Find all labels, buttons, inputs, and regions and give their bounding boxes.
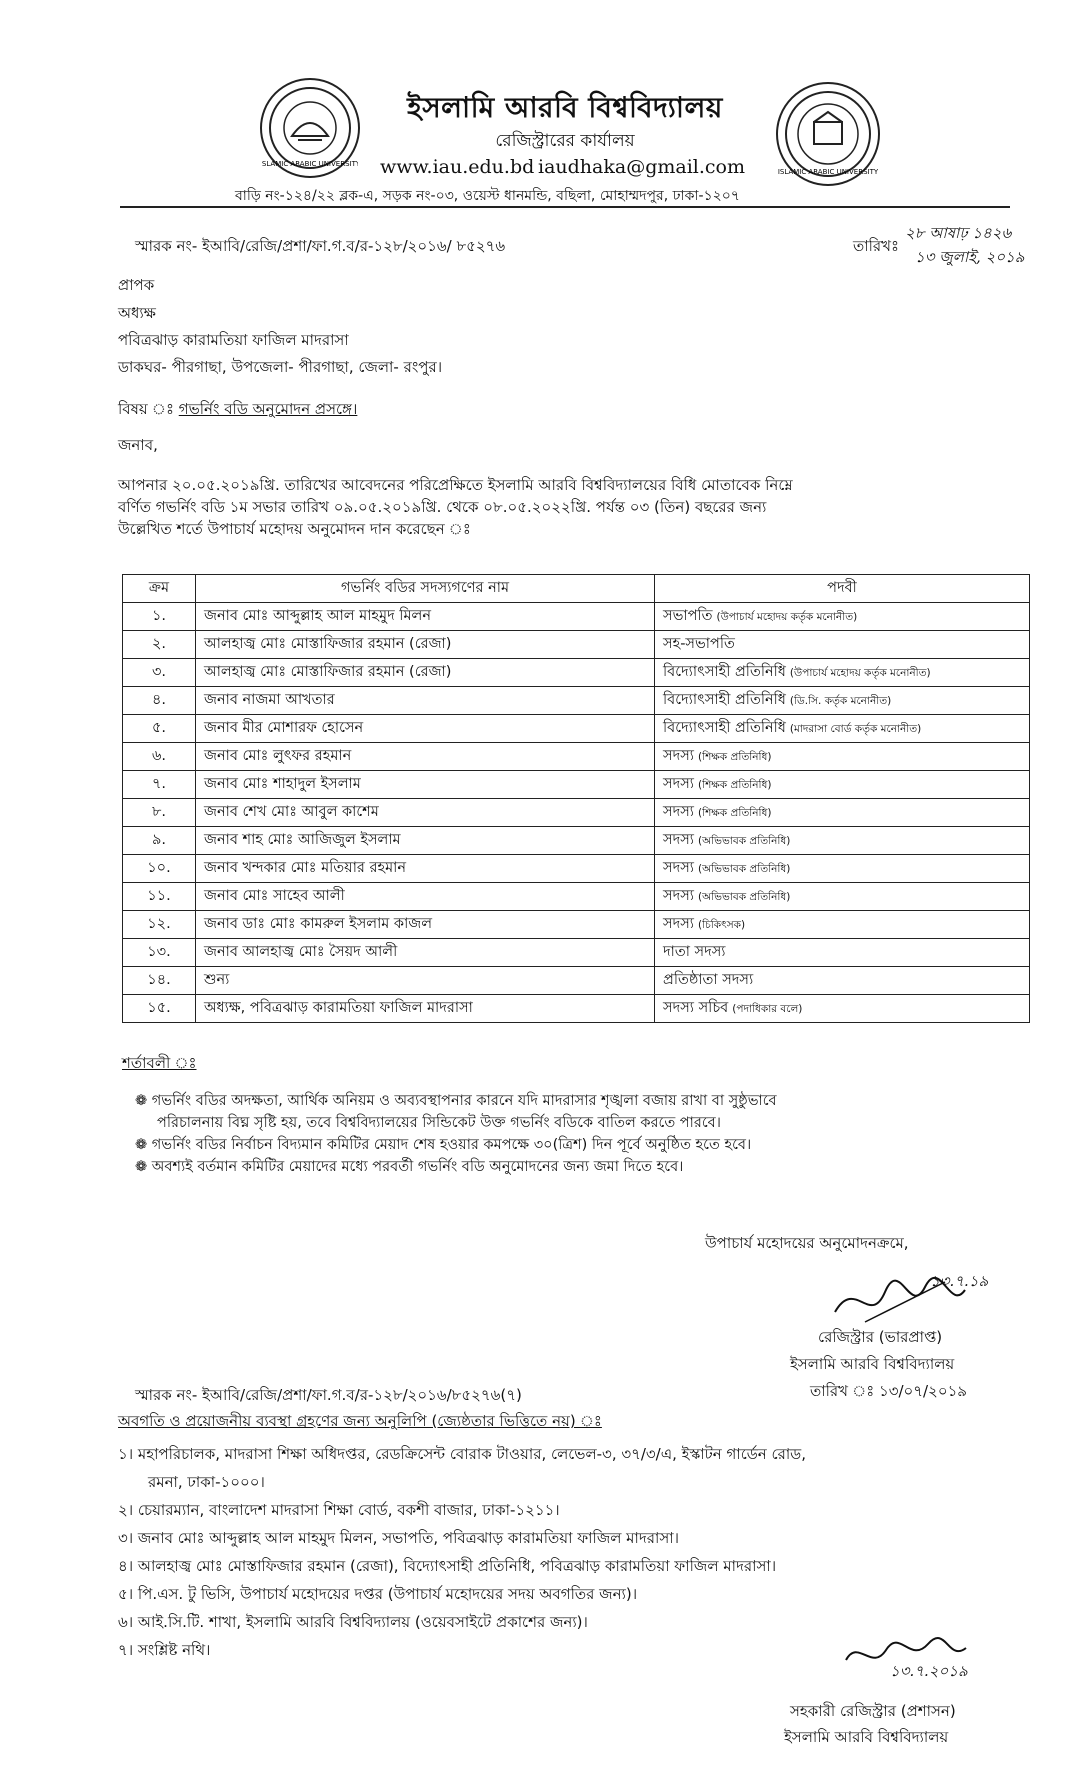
table-row [123,967,1030,995]
member-designation-note: (মাদরাসা বোর্ড কর্তৃক মনোনীত) [789,722,922,735]
header-divider [120,206,1010,208]
conditions-title: শর্তাবলী ঃ [122,1054,197,1072]
recipient-title: অধ্যক্ষ [118,304,156,322]
member-serial: ১. [123,603,196,631]
member-serial: ১৪. [123,967,196,995]
member-designation: সদস্য [663,887,694,904]
date-english: ১৩ জুলাই, ২০১৯ [915,248,1025,266]
member-name: জনাব নাজমা আখতার [196,687,655,715]
recipient-madrasa: পবিত্রঝাড় কারামতিয়া ফাজিল মাদরাসা [118,331,349,349]
member-designation: সভাপতি [663,607,713,624]
member-designation-cell [655,715,1030,743]
email-link[interactable]: iaudhaka@gmail.com [538,156,746,178]
member-designation-note: (ডি.সি. কর্তৃক মনোনীত) [789,694,892,707]
member-serial: ১৩. [123,939,196,967]
col-name-header: গভর্নিং বডির সদস্যগণের নাম [196,575,655,603]
member-designation-note: (পদাধিকার বলে) [732,1002,803,1015]
member-designation: সদস্য সচিব [663,999,729,1016]
table-row [123,799,1030,827]
header-address: বাড়ি নং-১২৪/২২ ব্লক-এ, সড়ক নং-০৩, ওয়েস্ট ধানমন্ডি, বছিলা, মোহাম্মদপুর, ঢাকা-১২০৭ [235,188,740,204]
member-designation-cell [655,883,1030,911]
university-logo-left [260,78,360,178]
member-designation-note: (অভিভাবক প্রতিনিধি) [697,834,791,847]
member-designation-cell [655,855,1030,883]
member-serial: ৭. [123,771,196,799]
member-designation: সদস্য [663,831,694,848]
signatory-2-role: সহকারী রেজিস্ট্রার (প্রশাসন) [790,1702,956,1720]
table-row [123,631,1030,659]
member-designation: বিদ্যোৎসাহী প্রতিনিধি [663,719,786,736]
member-designation-note: (অভিভাবক প্রতিনিধি) [697,890,791,903]
member-designation-cell [655,631,1030,659]
col-serial-header: ক্রম [123,575,196,603]
recipient-address: ডাকঘর- পীরগাছা, উপজেলা- পীরগাছা, জেলা- রংপুর। [118,358,443,376]
member-serial: ১২. [123,911,196,939]
member-designation: সহ-সভাপতি [663,635,735,652]
website-link[interactable]: www.iau.edu.bd [380,156,535,178]
member-designation: সদস্য [663,859,694,876]
body-paragraph [118,474,998,540]
member-designation-cell [655,939,1030,967]
table-row [123,771,1030,799]
member-name: জনাব মীর মোশারফ হোসেন [196,715,655,743]
cc-item: ২। চেয়ারম্যান, বাংলাদেশ মাদরাসা শিক্ষা বোর্ড, বকশী বাজার, ঢাকা-১২১১। [118,1501,560,1519]
col-designation-header: পদবী [655,575,1030,603]
member-designation: দাতা সদস্য [663,943,726,960]
member-serial: ৯. [123,827,196,855]
subject-line [118,398,357,420]
member-designation-cell [655,911,1030,939]
table-row [123,659,1030,687]
member-name: জনাব আলহাজ্ব মোঃ সৈয়দ আলী [196,939,655,967]
cc-item: ৬। আই.সি.টি. শাখা, ইসলামি আরবি বিশ্ববিদ্যালয় (ওয়েবসাইটে প্রকাশের জন্য)। [118,1613,588,1631]
logo-right-text: ISLAMIC ARABIC UNIVERSITY [778,168,878,176]
logo-left-text: ISLAMIC ARABIC UNIVERSITY [262,160,358,168]
member-designation: সদস্য [663,775,694,792]
signatory-1-date: তারিখ ঃ ১৩/০৭/২০১৯ [810,1382,968,1400]
table-row [123,743,1030,771]
date-label: তারিখঃ [853,237,899,255]
member-designation-note: (শিক্ষক প্রতিনিধি) [697,806,772,819]
table-row [123,995,1030,1023]
body-line-2: বর্ণিত গভর্নিং বডি ১ম সভার তারিখ ০৯.০৫.২০১৯খ্রি. থেকে ০৮.০৫.২০২২খ্রি. পর্যন্ত ০৩ (তিন) বছরের জন্য [118,498,767,516]
office-name: রেজিস্ট্রারের কার্যালয় [495,131,635,151]
cc-item-cont: রমনা, ঢাকা-১০০০। [148,1473,265,1491]
member-name: জনাব ডাঃ মোঃ কামরুল ইসলাম কাজল [196,911,655,939]
member-serial: ৫. [123,715,196,743]
member-designation-cell [655,687,1030,715]
cc-item: ৪। আলহাজ্ব মোঃ মোস্তাফিজার রহমান (রেজা), বিদ্যোৎসাহী প্রতিনিধি, পবিত্রঝাড় কারামতিয়া ফাজিল মাদরাসা। [118,1557,777,1575]
subject-label: বিষয় ঃ [118,400,174,418]
member-name: জনাব খন্দকার মোঃ মতিয়ার রহমান [196,855,655,883]
cc-item: ৫। পি.এস. টু ভিসি, উপাচার্য মহোদয়ের দপ্তর (উপাচার্য মহোদয়ের সদয় অবগতির জন্য)। [118,1585,638,1603]
member-designation-note: (শিক্ষক প্রতিনিধি) [697,778,772,791]
member-name: জনাব মোঃ শাহাদুল ইসলাম [196,771,655,799]
member-serial: ২. [123,631,196,659]
approval-text: উপাচার্য মহোদয়ের অনুমোদনক্রমে, [705,1234,909,1252]
member-designation-cell [655,659,1030,687]
seal-icon [778,84,878,184]
member-designation: বিদ্যোৎসাহী প্রতিনিধি [663,663,786,680]
signature-2-date: ১৩.৭.২০১৯ [890,1662,968,1680]
table-row [123,827,1030,855]
cc-item: ৩। জনাব মোঃ আব্দুল্লাহ আল মাহমুদ মিলন, সভাপতি, পবিত্রঝাড় কারামতিয়া ফাজিল মাদরাসা। [118,1529,679,1547]
memo-2-reference: স্মারক নং- ইআবি/রেজি/প্রশা/ফা.গ.ব/র-১২৮/২০১৬/৮৫২৭৬(৭) [135,1386,522,1404]
university-logo-right [776,82,880,186]
cc-title: অবগতি ও প্রয়োজনীয় ব্যবস্থা গ্রহণের জন্য অনুলিপি (জ্যেষ্ঠতার ভিত্তিতে নয়) ঃ [118,1412,602,1430]
member-serial: ৬. [123,743,196,771]
body-line-1: আপনার ২০.০৫.২০১৯খ্রি. তারিখের আবেদনের পরিপ্রেক্ষিতে ইসলামি আরবি বিশ্ববিদ্যালয়ের বিধি মোতাবেক নিম্নে [118,476,793,494]
member-name: জনাব শেখ মোঃ আবুল কাশেম [196,799,655,827]
member-name: জনাব মোঃ আব্দুল্লাহ আল মাহমুদ মিলন [196,603,655,631]
cc-item: ৭। সংশ্লিষ্ট নথি। [118,1641,211,1659]
member-designation-cell [655,995,1030,1023]
subject-text: গভর্নিং বডি অনুমোদন প্রসঙ্গে। [178,400,358,418]
member-designation-cell [655,967,1030,995]
member-designation-cell [655,743,1030,771]
member-serial: ৮. [123,799,196,827]
signatory-2-org: ইসলামি আরবি বিশ্ববিদ্যালয় [784,1728,949,1746]
member-name: জনাব মোঃ লুৎফর রহমান [196,743,655,771]
table-row [123,715,1030,743]
signature-1-date: ১৩.৭.১৯ [930,1272,989,1290]
member-designation: বিদ্যোৎসাহী প্রতিনিধি [663,691,786,708]
table-row [123,911,1030,939]
member-serial: ১১. [123,883,196,911]
member-designation: সদস্য [663,803,694,820]
conditions-list [135,1090,1015,1178]
condition-item: ❁ গভর্নিং বডির অদক্ষতা, আর্থিক অনিয়ম ও অব্যবস্থাপনার কারনে যদি মাদরাসার শৃঙ্খলা বজায় রাখা বা সুষ্ঠুভাবে [135,1093,777,1109]
condition-item: ❁ গভর্নিং বডির নির্বাচন বিদ্যমান কমিটির মেয়াদ শেষ হওয়ার কমপক্ষে ৩০(ত্রিশ) দিন পূর্বে অনুষ্ঠিত হতে হবে। [135,1137,752,1153]
table-header-row [123,575,1030,603]
member-designation-note: (উপাচার্য মহোদয় কর্তৃক মনোনীত) [716,610,858,623]
condition-item-cont: পরিচালনায় বিঘ্ন সৃষ্টি হয়, তবে বিশ্ববিদ্যালয়ের সিন্ডিকেট উক্ত গভর্নিং বডিকে বাতিল করতে পারবে। [157,1115,721,1131]
table-row [123,687,1030,715]
member-serial: ৪. [123,687,196,715]
member-name: জনাব মোঃ সাহেব আলী [196,883,655,911]
member-designation-note: (অভিভাবক প্রতিনিধি) [697,862,791,875]
university-title: ইসলামি আরবি বিশ্ববিদ্যালয় [407,91,723,124]
member-designation: সদস্য [663,915,694,932]
body-line-3: উল্লেখিত শর্তে উপাচার্য মহোদয় অনুমোদন দান করেছেন ঃ [118,520,471,538]
member-designation-note: (শিক্ষক প্রতিনিধি) [697,750,772,763]
table-row [123,603,1030,631]
signatory-1-org: ইসলামি আরবি বিশ্ববিদ্যালয় [790,1355,955,1373]
salutation: জনাব, [118,436,158,454]
member-designation-cell [655,771,1030,799]
condition-item: ❁ অবশ্যই বর্তমান কমিটির মেয়াদের মধ্যে পরবর্তী গভর্নিং বডি অনুমোদনের জন্য জমা দিতে হবে। [135,1159,684,1175]
table-row [123,883,1030,911]
member-name: আলহাজ্ব মোঃ মোস্তাফিজার রহমান (রেজা) [196,631,655,659]
member-designation-note: (উপাচার্য মহোদয় কর্তৃক মনোনীত) [789,666,931,679]
governing-body-table [122,574,1030,1023]
table-row [123,939,1030,967]
date-bangla: ২৮ আষাঢ় ১৪২৬ [905,224,1012,242]
table-row [123,855,1030,883]
member-name: জনাব শাহ মোঃ আজিজুল ইসলাম [196,827,655,855]
member-designation: সদস্য [663,747,694,764]
member-designation-cell [655,827,1030,855]
member-designation: প্রতিষ্ঠাতা সদস্য [663,971,754,988]
seal-icon [262,80,358,176]
member-designation-cell [655,799,1030,827]
member-serial: ১০. [123,855,196,883]
memo-reference: স্মারক নং- ইআবি/রেজি/প্রশা/ফা.গ.ব/র-১২৮/২০১৬/ ৮৫২৭৬ [135,237,506,255]
member-name: আলহাজ্ব মোঃ মোস্তাফিজার রহমান (রেজা) [196,659,655,687]
member-designation-cell [655,603,1030,631]
member-name: অধ্যক্ষ, পবিত্রঝাড় কারামতিয়া ফাজিল মাদরাসা [196,995,655,1023]
member-serial: ১৫. [123,995,196,1023]
member-serial: ৩. [123,659,196,687]
recipient-label: প্রাপক [118,276,155,294]
member-designation-note: (চিকিৎসক) [697,918,746,931]
member-name: শুন্য [196,967,655,995]
cc-item: ১। মহাপরিচালক, মাদরাসা শিক্ষা অধিদপ্তর, রেডক্রিসেন্ট বোরাক টাওয়ার, লেভেল-৩, ৩৭/৩/এ, ইস্কাটন গার্ডেন রোড, [118,1445,806,1463]
signatory-1-role: রেজিস্ট্রার (ভারপ্রাপ্ত) [818,1328,943,1346]
